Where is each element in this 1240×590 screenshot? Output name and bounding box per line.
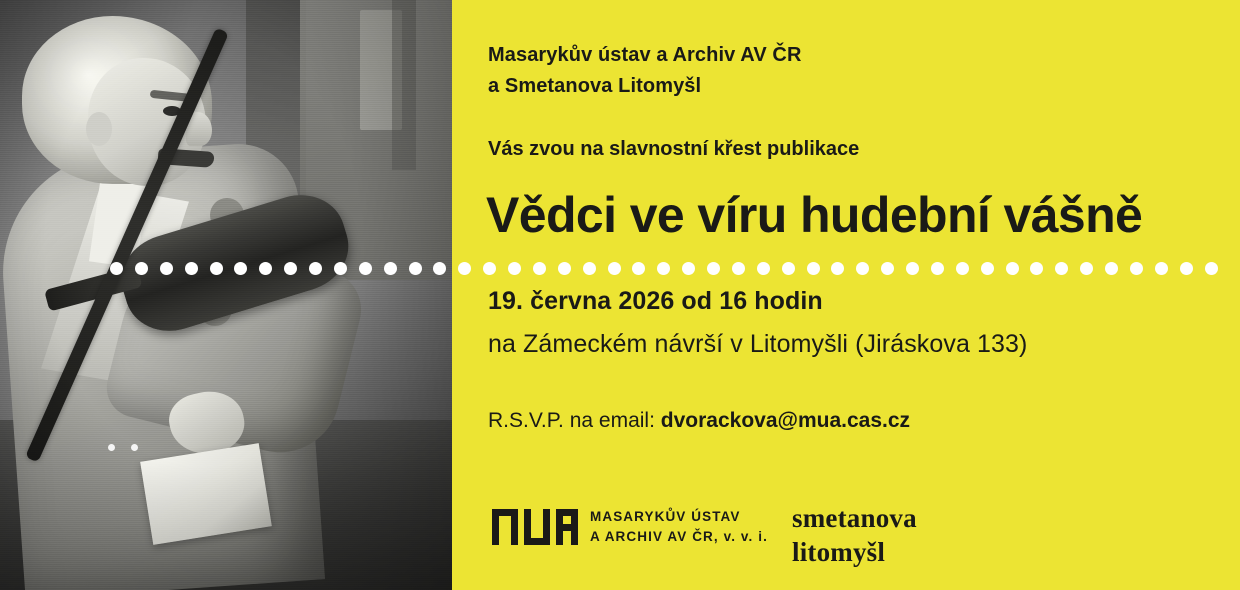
rsvp-label: R.S.V.P. na email: [488, 409, 655, 432]
mini-dot [131, 444, 138, 451]
page-title: Vědci ve víru hudební vášně [486, 187, 1143, 243]
logo-smetanova-litomysl [792, 502, 917, 570]
event-location: na Zámeckém návrší v Litomyšli (Jiráskova 133) [488, 330, 1028, 358]
mua-logo-mark [492, 505, 578, 549]
mua-logo-text [590, 507, 768, 546]
organizer-line-2: a Smetanova Litomyšl [488, 75, 702, 97]
mua-logo-line-1: MASARYKŮV ÚSTAV [590, 509, 741, 525]
mua-logo-line-2: A ARCHIV AV ČR, v. v. i. [590, 529, 768, 544]
smetanova-line-1: smetanova [792, 503, 917, 533]
event-datetime: 19. června 2026 od 16 hodin [488, 287, 823, 315]
rsvp-line [488, 409, 910, 433]
photo-einstein-violin [0, 0, 452, 590]
organizers [488, 40, 802, 102]
organizer-line-1: Masarykův ústav a Archiv AV ČR [488, 44, 802, 66]
rsvp-email[interactable]: dvorackova@mua.cas.cz [660, 409, 911, 432]
photo-figure-ear [86, 112, 112, 146]
photo-wall-edge [392, 0, 416, 170]
logo-mua [492, 505, 768, 549]
smetanova-line-2: litomyšl [792, 536, 886, 567]
photo-mini-dots [108, 444, 138, 451]
mini-dot [108, 444, 115, 451]
invitation-text-panel [452, 0, 1240, 590]
invitation-subtitle: Vás zvou na slavnostní křest publikace [488, 138, 860, 160]
